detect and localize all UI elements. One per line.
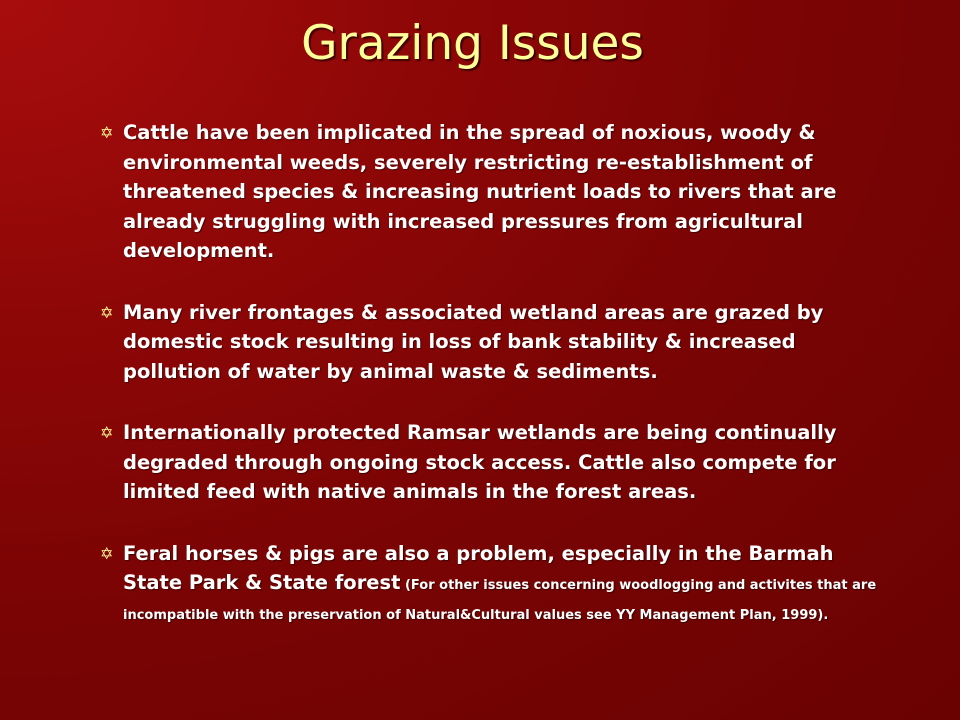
bullet-item-cattle-weeds — [100, 118, 880, 266]
star-of-david-icon: ✡ — [100, 302, 114, 322]
bullet-item-river-frontages — [100, 298, 880, 387]
bullet-item-feral-animals — [100, 539, 880, 628]
slide-title: Grazing Issues — [301, 16, 644, 71]
star-of-david-icon: ✡ — [100, 423, 114, 442]
bullet-item-ramsar-wetlands — [100, 418, 880, 507]
bullet-text: Cattle have been implicated in the spread of noxious, woody & environmental weeds, severely restricting re-establishment of threatened species & increasing nutrient loads to rivers that are already struggling with increased pressures from agricultural development. — [123, 121, 837, 262]
bullet-text: Many river frontages & associated wetland areas are grazed by domestic stock resulting in loss of bank stability & increased pollution of water by animal waste & sediments. — [123, 300, 824, 383]
bullet-note: (For other issues concerning woodlogging and activites that are incompatible with the preservation of Natural&Cultural values see YY Management Plan, 1999). — [123, 578, 877, 623]
star-of-david-icon: ✡ — [100, 123, 114, 142]
star-of-david-icon: ✡ — [100, 543, 114, 563]
bullet-text: Internationally protected Ramsar wetlands are being continually degraded through ongoing stock access. Cattle also compete for limited feed with native animals in the forest areas. — [123, 421, 837, 503]
bullet-list — [100, 118, 880, 627]
bullet-text: Feral horses & pigs are also a problem, especially in the Barmah State Park & State forest — [123, 541, 834, 594]
